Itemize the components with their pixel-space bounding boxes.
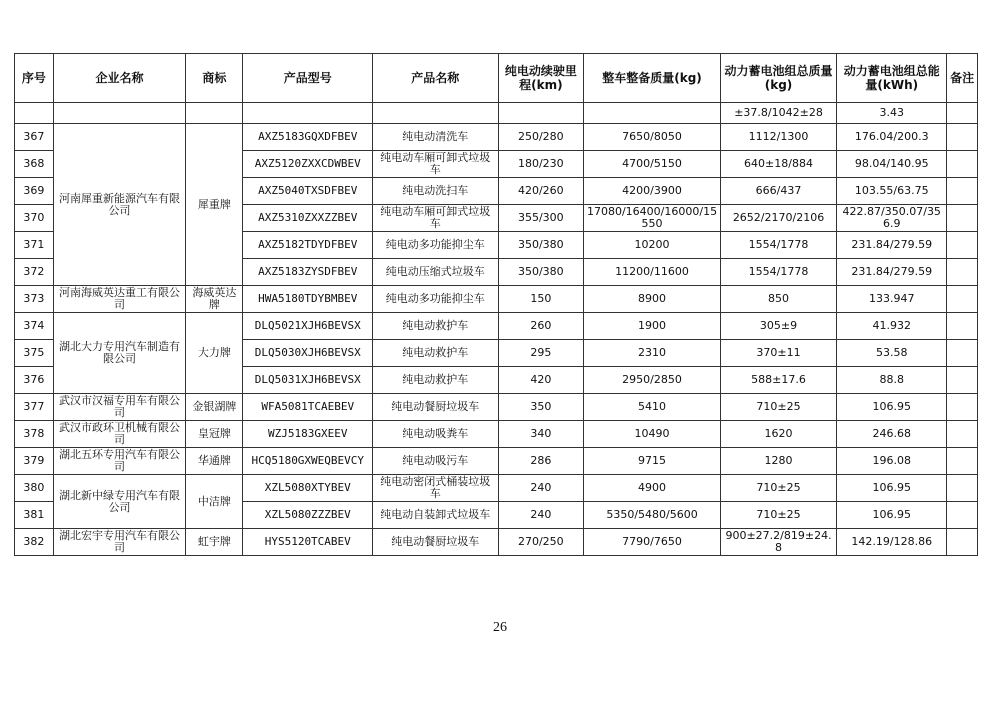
header-seq: 序号 xyxy=(15,54,54,103)
cell-range: 150 xyxy=(498,286,584,313)
cell-battery-mass: 1280 xyxy=(720,448,836,475)
cell-battery-mass: 640±18/884 xyxy=(720,151,836,178)
cell-battery-mass: 850 xyxy=(720,286,836,313)
cell-model: AXZ5040TXSDFBEV xyxy=(243,178,373,205)
cell-battery-energy: 98.04/140.95 xyxy=(837,151,947,178)
header-brand: 商标 xyxy=(186,54,243,103)
cell-brand: 皇冠牌 xyxy=(186,421,243,448)
cell-brand: 海威英达牌 xyxy=(186,286,243,313)
cell-remark xyxy=(947,340,978,367)
cell-remark xyxy=(947,313,978,340)
cell-range: 420/260 xyxy=(498,178,584,205)
cell-seq: 378 xyxy=(15,421,54,448)
cell-range: 355/300 xyxy=(498,205,584,232)
cell-battery-mass: 666/437 xyxy=(720,178,836,205)
cell-battery-mass: 2652/2170/2106 xyxy=(720,205,836,232)
cell-range: 295 xyxy=(498,340,584,367)
cell-battery-mass: 1620 xyxy=(720,421,836,448)
cell-battery-energy: 106.95 xyxy=(837,502,947,529)
cell-model: AXZ5120ZXXCDWBEV xyxy=(243,151,373,178)
cell-remark xyxy=(947,259,978,286)
cell-battery-mass: 710±25 xyxy=(720,394,836,421)
cell-model: DLQ5021XJH6BEVSX xyxy=(243,313,373,340)
cell-company: 河南海威英达重工有限公司 xyxy=(53,286,186,313)
cell-mass: 5410 xyxy=(584,394,721,421)
table-row xyxy=(15,421,978,448)
cell-seq: 381 xyxy=(15,502,54,529)
header-battery-mass: 动力蓄电池组总质量(kg) xyxy=(720,54,836,103)
page-number: 26 xyxy=(493,620,507,635)
cell-seq: 369 xyxy=(15,178,54,205)
cell-brand: 中洁牌 xyxy=(186,475,243,529)
header-range: 纯电动续驶里程(km) xyxy=(498,54,584,103)
cell-battery-mass: 370±11 xyxy=(720,340,836,367)
cell-mass: 2310 xyxy=(584,340,721,367)
cell-model: HYS5120TCABEV xyxy=(243,529,373,556)
cell-mass: 11200/11600 xyxy=(584,259,721,286)
cell-seq: 373 xyxy=(15,286,54,313)
cell-seq: 372 xyxy=(15,259,54,286)
cell-range: 260 xyxy=(498,313,584,340)
cell-battery-energy: 88.8 xyxy=(837,367,947,394)
cell-product: 纯电动自装卸式垃圾车 xyxy=(373,502,498,529)
cell-battery-energy: 133.947 xyxy=(837,286,947,313)
table-row xyxy=(15,286,978,313)
cell-product: 纯电动救护车 xyxy=(373,313,498,340)
cell-battery-energy: 3.43 xyxy=(837,103,947,124)
cell-product: 纯电动救护车 xyxy=(373,340,498,367)
cell-battery-mass: 710±25 xyxy=(720,502,836,529)
cell-remark xyxy=(947,421,978,448)
table-row xyxy=(15,313,978,340)
cell-remark xyxy=(947,286,978,313)
cell-range: 240 xyxy=(498,502,584,529)
cell-seq: 380 xyxy=(15,475,54,502)
cell-product: 纯电动餐厨垃圾车 xyxy=(373,529,498,556)
cell-remark xyxy=(947,448,978,475)
cell-range: 350/380 xyxy=(498,232,584,259)
cell-remark xyxy=(947,232,978,259)
cell-seq: 374 xyxy=(15,313,54,340)
cell-company: 湖北五环专用汽车有限公司 xyxy=(53,448,186,475)
cell-model: WZJ5183GXEEV xyxy=(243,421,373,448)
cell-range: 420 xyxy=(498,367,584,394)
cell-model: HWA5180TDYBMBEV xyxy=(243,286,373,313)
cell-seq: 377 xyxy=(15,394,54,421)
cell-brand: 金银湖牌 xyxy=(186,394,243,421)
cell-battery-energy: 106.95 xyxy=(837,394,947,421)
cell-product: 纯电动车厢可卸式垃圾车 xyxy=(373,205,498,232)
cell-battery-mass: 710±25 xyxy=(720,475,836,502)
cell-battery-energy: 176.04/200.3 xyxy=(837,124,947,151)
header-battery-energy: 动力蓄电池组总能量(kWh) xyxy=(837,54,947,103)
table-row xyxy=(15,529,978,556)
cell-product: 纯电动车厢可卸式垃圾车 xyxy=(373,151,498,178)
cell-battery-mass: 1554/1778 xyxy=(720,232,836,259)
cell-remark xyxy=(947,394,978,421)
cell-remark xyxy=(947,529,978,556)
cell-seq: 375 xyxy=(15,340,54,367)
vehicle-table xyxy=(14,53,978,556)
cell-company: 河南犀重新能源汽车有限公司 xyxy=(53,124,186,286)
cell-model: HCQ5180GXWEQBEVCY xyxy=(243,448,373,475)
cell-model: AXZ5310ZXXZZBEV xyxy=(243,205,373,232)
cell-brand: 大力牌 xyxy=(186,313,243,394)
cell-seq: 371 xyxy=(15,232,54,259)
cell-mass: 4900 xyxy=(584,475,721,502)
header-row xyxy=(15,54,978,103)
cell-battery-mass: 1554/1778 xyxy=(720,259,836,286)
cell-remark xyxy=(947,367,978,394)
cell-model: XZL5080ZZZBEV xyxy=(243,502,373,529)
header-product: 产品名称 xyxy=(373,54,498,103)
cell-seq: 370 xyxy=(15,205,54,232)
cell-product: 纯电动餐厨垃圾车 xyxy=(373,394,498,421)
cell-mass: 9715 xyxy=(584,448,721,475)
cell-seq: 382 xyxy=(15,529,54,556)
cell-battery-mass: ±37.8/1042±28 xyxy=(720,103,836,124)
table-row xyxy=(15,394,978,421)
cell-mass: 4700/5150 xyxy=(584,151,721,178)
cell-product: 纯电动多功能抑尘车 xyxy=(373,232,498,259)
cell-product: 纯电动清洗车 xyxy=(373,124,498,151)
cell-model: AXZ5183GQXDFBEV xyxy=(243,124,373,151)
cell-battery-energy: 41.932 xyxy=(837,313,947,340)
cell-brand: 虹宇牌 xyxy=(186,529,243,556)
cell-brand: 华通牌 xyxy=(186,448,243,475)
cell-model: DLQ5031XJH6BEVSX xyxy=(243,367,373,394)
cell-model: XZL5080XTYBEV xyxy=(243,475,373,502)
header-mass: 整车整备质量(kg) xyxy=(584,54,721,103)
cell-battery-mass: 305±9 xyxy=(720,313,836,340)
cell-model: AXZ5183ZYSDFBEV xyxy=(243,259,373,286)
cell-battery-energy: 422.87/350.07/356.9 xyxy=(837,205,947,232)
cell-mass: 7650/8050 xyxy=(584,124,721,151)
cell-battery-energy: 231.84/279.59 xyxy=(837,259,947,286)
cell-mass: 1900 xyxy=(584,313,721,340)
header-remark: 备注 xyxy=(947,54,978,103)
header-company: 企业名称 xyxy=(53,54,186,103)
cell-company: 湖北宏宇专用汽车有限公司 xyxy=(53,529,186,556)
cell-company: 武汉市汉福专用车有限公司 xyxy=(53,394,186,421)
cell-mass: 7790/7650 xyxy=(584,529,721,556)
cell-seq: 367 xyxy=(15,124,54,151)
cell-model: WFA5081TCAEBEV xyxy=(243,394,373,421)
table-row xyxy=(15,448,978,475)
table-row xyxy=(15,124,978,151)
cell-company: 湖北新中绿专用汽车有限公司 xyxy=(53,475,186,529)
cell-mass: 8900 xyxy=(584,286,721,313)
cell-range: 250/280 xyxy=(498,124,584,151)
header-model: 产品型号 xyxy=(243,54,373,103)
cell-range: 350 xyxy=(498,394,584,421)
cell-product: 纯电动多功能抑尘车 xyxy=(373,286,498,313)
cell-product: 纯电动密闭式桶装垃圾车 xyxy=(373,475,498,502)
cell-range: 350/380 xyxy=(498,259,584,286)
cell-remark xyxy=(947,124,978,151)
cell-battery-energy: 53.58 xyxy=(837,340,947,367)
cell-mass: 17080/16400/16000/15550 xyxy=(584,205,721,232)
cell-battery-mass: 588±17.6 xyxy=(720,367,836,394)
cell-product: 纯电动吸粪车 xyxy=(373,421,498,448)
cell-battery-energy: 246.68 xyxy=(837,421,947,448)
cell-mass: 10490 xyxy=(584,421,721,448)
cell-remark xyxy=(947,205,978,232)
cell-model: AXZ5182TDYDFBEV xyxy=(243,232,373,259)
cell-product: 纯电动救护车 xyxy=(373,367,498,394)
cell-remark xyxy=(947,475,978,502)
cell-range: 286 xyxy=(498,448,584,475)
cell-battery-energy: 196.08 xyxy=(837,448,947,475)
cell-mass: 2950/2850 xyxy=(584,367,721,394)
continuation-row xyxy=(15,103,978,124)
cell-seq: 368 xyxy=(15,151,54,178)
cell-company: 武汉市政环卫机械有限公司 xyxy=(53,421,186,448)
cell-brand: 犀重牌 xyxy=(186,124,243,286)
cell-mass: 5350/5480/5600 xyxy=(584,502,721,529)
cell-range: 270/250 xyxy=(498,529,584,556)
cell-remark xyxy=(947,502,978,529)
cell-battery-energy: 142.19/128.86 xyxy=(837,529,947,556)
cell-mass: 10200 xyxy=(584,232,721,259)
cell-product: 纯电动压缩式垃圾车 xyxy=(373,259,498,286)
cell-product: 纯电动吸污车 xyxy=(373,448,498,475)
cell-battery-mass: 900±27.2/819±24.8 xyxy=(720,529,836,556)
cell-company: 湖北大力专用汽车制造有限公司 xyxy=(53,313,186,394)
cell-product: 纯电动洗扫车 xyxy=(373,178,498,205)
cell-battery-energy: 103.55/63.75 xyxy=(837,178,947,205)
cell-mass: 4200/3900 xyxy=(584,178,721,205)
cell-battery-energy: 231.84/279.59 xyxy=(837,232,947,259)
cell-remark xyxy=(947,151,978,178)
table-row xyxy=(15,475,978,502)
cell-model: DLQ5030XJH6BEVSX xyxy=(243,340,373,367)
cell-range: 180/230 xyxy=(498,151,584,178)
cell-seq: 379 xyxy=(15,448,54,475)
cell-battery-mass: 1112/1300 xyxy=(720,124,836,151)
cell-seq: 376 xyxy=(15,367,54,394)
cell-battery-energy: 106.95 xyxy=(837,475,947,502)
cell-range: 240 xyxy=(498,475,584,502)
cell-remark xyxy=(947,178,978,205)
cell-range: 340 xyxy=(498,421,584,448)
